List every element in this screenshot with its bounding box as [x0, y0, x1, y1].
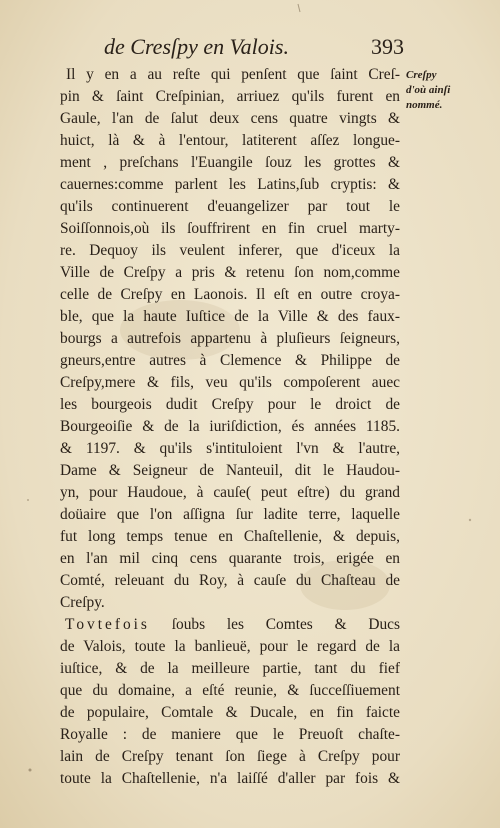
text-line: de Valois, toute la banlieuë, pour le regard de la	[60, 638, 400, 655]
text-line: doüaire que l'on aſſigna ſur ladite terre, laquelle	[60, 506, 400, 523]
text-line: Dame & Seigneur de Nanteuil, dit le Haudou-	[60, 462, 400, 479]
text-line: lain de Creſpy tenant ſon ſiege à Creſpy pour	[60, 748, 400, 765]
text-line: Il y en a au reſte qui penſent que ſaint Creſ-	[66, 66, 400, 83]
text-line: Gaule, l'an de ſalut deux cens quatre vingts &	[60, 110, 400, 127]
page-number: 393	[371, 34, 404, 59]
text-line: que du domaine, a eſté reunie, & ſucceſſiuement	[60, 682, 400, 699]
text-line: re. Dequoy ils veulent inferer, que d'iceux la	[60, 242, 400, 259]
text-line: de populaire, Comtale & Ducale, en fin faicte	[60, 704, 400, 721]
text-line: Royalle : de maniere que le Preuoſt chaſte-	[60, 726, 400, 743]
text-line: Ville de Creſpy a pris & retenu ſon nom,comme	[60, 264, 400, 281]
text-line: & 1197. & qu'ils s'intituloient l'vn & l'autre,	[60, 440, 400, 457]
text-line: ble, que la haute Iuſtice de la Ville & des faux-	[60, 308, 400, 325]
running-title: de Cresſpy en Valois.	[104, 34, 289, 59]
text-line: fut long temps tenue en Chaſtellenie, & depuis,	[60, 528, 400, 545]
margin-note-line: d'où ainſi	[406, 84, 451, 96]
small-caps-lead: Tovtefois	[65, 616, 150, 633]
margin-note-line: nommé.	[406, 99, 443, 111]
text-line: Soiſſonnois,où ils ſouffrirent en fin cruel marty-	[60, 220, 400, 237]
text-line: bourgs a autrefois appartenu à pluſieurs ſeigneurs,	[60, 330, 400, 347]
text-line: iuſtice, & de la meilleure partie, tant du fief	[60, 660, 400, 677]
text-fragment: ſoubs les Comtes & Ducs	[171, 616, 400, 633]
text-line: Bourgeoiſie & de la iuriſdiction, és années 1185.	[60, 418, 400, 435]
text-line: les bourgeois dudit Creſpy pour le droict de	[60, 396, 400, 413]
text-line: huict, là & à l'entour, latiterent aſſez longue-	[60, 132, 400, 149]
text-line: ment , preſchans l'Euangile ſouz les grottes &	[60, 154, 400, 171]
text-line: Creſpy.	[60, 594, 105, 611]
text-line: toute la Chaſtellenie, n'a laiſſé d'aller par fois &	[60, 770, 400, 787]
text-line: Creſpy,mere & fils, veu qu'ils compoſerent auec	[60, 374, 400, 391]
text-line: celle de Creſpy en Laonois. Il eſt en outre croya-	[60, 286, 400, 303]
text-line: gneurs,entre autres à Clemence & Philippe de	[60, 352, 400, 369]
margin-note-line: Creſpy	[406, 69, 437, 81]
text-line: pin & ſaint Creſpinian, arriuez qu'ils furent en	[60, 88, 400, 105]
text-line: cauernes:comme parlent les Latins,ſub cryptis: &	[60, 176, 400, 193]
text-line: qu'ils continuerent d'euangelizer par tout le	[60, 198, 400, 215]
text-line: en l'an mil cinq cens quarante trois, erigée en	[60, 550, 400, 567]
text-line: Comté, releuant du Roy, à cauſe du Chaſteau de	[60, 572, 400, 589]
text-line: yn, pour Haudoue, à cauſe( peut eſtre) du grand	[60, 484, 400, 501]
